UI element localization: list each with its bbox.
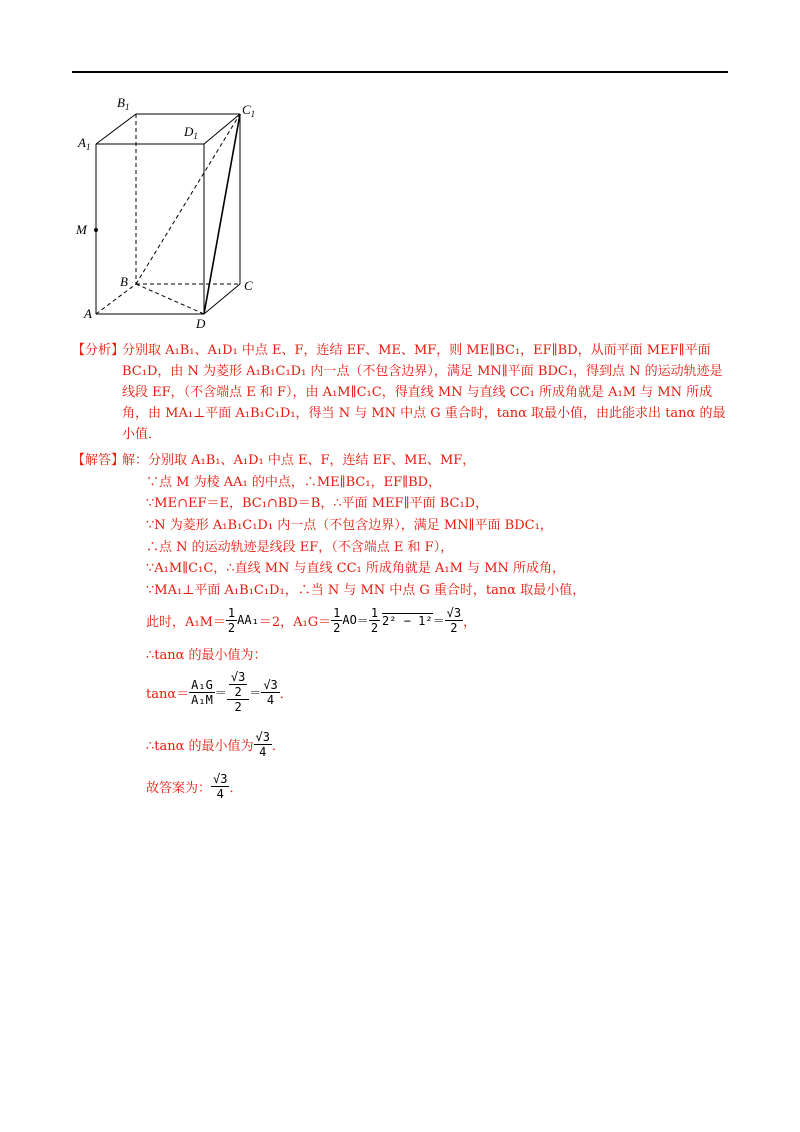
svg-text:C1: $C_1$ xyxy=(242,102,256,119)
solution-line-11: 故答案为： $\frac{√3}{4}$ ． xyxy=(146,771,243,801)
solution-line-2: ∵ME∩EF＝E，BC₁∩BD＝B，∴平面 MEF∥平面 BC₁D， xyxy=(146,496,489,511)
prism-diagram xyxy=(72,92,302,332)
fraction-one-half: $\frac{1}{2}$ xyxy=(227,605,236,635)
solution-line-4: ∴点 N 的运动轨迹是线段 EF，（不含端点 E 和 F）， xyxy=(146,540,454,555)
svg-text:D1: $D_1$ xyxy=(184,124,198,141)
svg-text:D: D xyxy=(196,316,206,331)
svg-text:A1: $A_1$ xyxy=(78,135,91,152)
analysis-text: 分别取 A₁B₁、A₁D₁ 中点 E、F，连结 EF、ME、MF，则 ME∥BC₁，EF∥BD，从而平面 MEF∥平面 BC₁D，由 N 为菱形 A₁B₁C₁D₁ 内一点（不包含边界），满足 MN∥平面 BDC₁，得到点 N 的运动轨迹是线段 EF，（不含端点 E 和 F），由 A₁M∥C₁C，得直线 MN 与直线 CC₁ 所成角就是 A₁M 与 MN 所成角，由 MA₁⊥平面 A₁B₁C₁D₁，得当 N 与 MN 中点 G 重合时，tanα 取最小值，由此能求出 tanα 的最小值． xyxy=(122,343,726,442)
fraction-sqrt3-over-4: $\frac{√3}{4}$ xyxy=(255,729,270,759)
solution-line-8: ∴tanα 的最小值为： xyxy=(146,648,267,663)
svg-text:A: A xyxy=(84,306,92,321)
fraction-nested: $\frac{\frac{√3}{2}}{2}$ xyxy=(227,670,249,714)
fraction-sqrt3-over-2: $\frac{√3}{2}$ xyxy=(446,605,462,635)
solution-line-6: ∵MA₁⊥平面 A₁B₁C₁D₁，∴当 N 与 MN 中点 G 重合时，tanα 取最小值， xyxy=(146,583,586,598)
fraction-one-half: $\frac{1}{2}$ xyxy=(333,605,341,635)
svg-text:C: C xyxy=(244,278,253,293)
svg-text:B: B xyxy=(120,274,128,289)
analysis-block xyxy=(72,340,728,445)
prism-figure xyxy=(72,92,302,332)
solution-line-0: 解：分别取 A₁B₁、A₁D₁ 中点 E、F，连结 EF、ME、MF， xyxy=(122,453,476,468)
top-rule xyxy=(72,71,728,73)
svg-text:M: M xyxy=(76,222,87,237)
fraction-sqrt3-over-4: $\frac{√3}{4}$ xyxy=(263,677,278,707)
solution-line-7: 此时，A₁M＝ $\frac{1}{2}$ AA₁ ＝2，A₁G＝ $\frac{1}{2}$ AO ＝ $\frac{1}{2}$ 2² − 1² ＝ $\frac{√3}{2}$ ， xyxy=(146,605,477,635)
solution-line-9: tanα＝ $\frac{\text{A₁G}}{\text{A₁M}}$ ＝ $\frac{\frac{√3}{2}}{2}$ ＝ $\frac{√3}{4}$ ． xyxy=(146,670,293,714)
svg-text:B1: $B_1$ xyxy=(117,95,130,112)
analysis-tag: 【分析】 xyxy=(72,343,125,358)
fraction-sqrt3-over-4: $\frac{√3}{4}$ xyxy=(213,771,228,801)
fraction-one-half: $\frac{1}{2}$ xyxy=(370,605,379,635)
solution-line-1: ∵点 M 为棱 AA₁ 的中点，∴ME∥BC₁，EF∥BD， xyxy=(146,475,442,490)
fraction-a1g-over-a1m: $\frac{\text{A₁G}}{\text{A₁M}}$ xyxy=(191,677,213,707)
sqrt-expression: 2² − 1² xyxy=(382,613,433,628)
solution-line-3: ∵N 为菱形 A₁B₁C₁D₁ 内一点（不包含边界），满足 MN∥平面 BDC₁， xyxy=(146,518,553,533)
solution-tag: 【解答】 xyxy=(72,453,125,468)
solution-line-5: ∵A₁M∥C₁C，∴直线 MN 与直线 CC₁ 所成角就是 A₁M 与 MN 所成角， xyxy=(146,561,566,576)
solution-line-10: ∴tanα 的最小值为 $\frac{√3}{4}$ ． xyxy=(146,729,285,759)
